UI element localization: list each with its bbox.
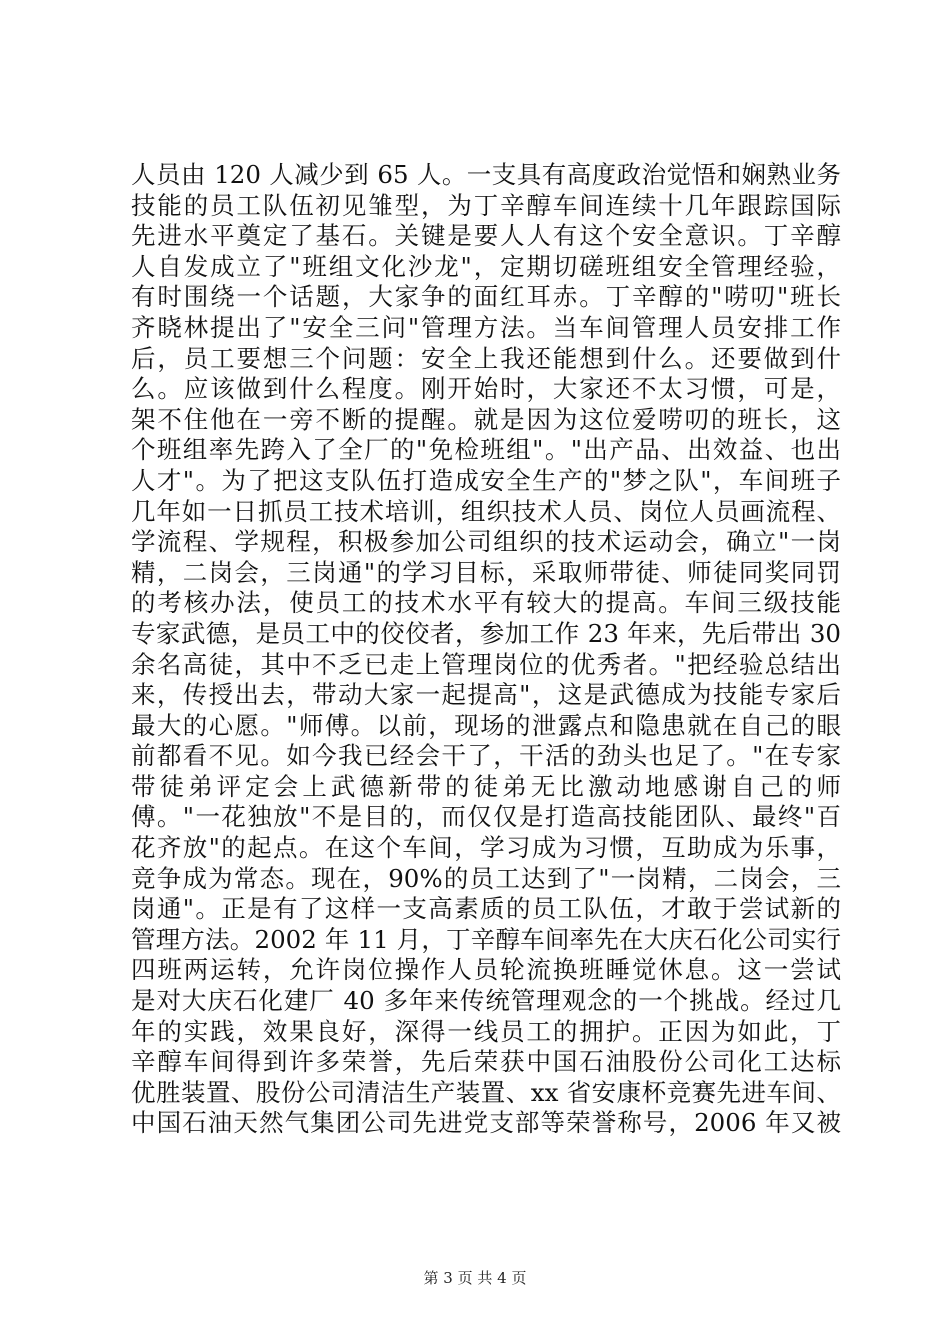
page-number: 第 3 页 共 4 页 — [423, 1269, 527, 1287]
text-line: 人员由 120 人减少到 65 人。一支具有高度政治觉悟和娴熟业务 — [131, 160, 841, 189]
text-line: 学流程、学规程，积极参加公司组织的技术运动会，确立"一岗 — [131, 527, 841, 557]
text-line: 技能的员工队伍初见雏型，为丁辛醇车间连续十几年跟踪国际 — [131, 190, 841, 220]
text-line: 人自发成立了"班组文化沙龙"，定期切磋班组安全管理经验， — [131, 251, 841, 281]
text-line: 后，员工要想三个问题：安全上我还能想到什么。还要做到什 — [131, 343, 841, 373]
text-line: 管理方法。2002 年 11 月，丁辛醇车间率先在大庆石化公司实行 — [131, 924, 841, 954]
text-line: 架不住他在一旁不断的提醒。就是因为这位爱唠叨的班长，这 — [131, 404, 841, 434]
text-line: 辛醇车间得到许多荣誉，先后荣获中国石油股份公司化工达标 — [131, 1047, 841, 1077]
text-line: 岗通"。正是有了这样一支高素质的员工队伍，才敢于尝试新的 — [131, 894, 841, 924]
page-footer — [0, 1268, 950, 1288]
text-line: 前都看不见。如今我已经会干了，干活的劲头也足了。"在专家 — [131, 741, 841, 771]
text-line: 专家武德，是员工中的佼佼者，参加工作 23 年来，先后带出 30 — [131, 618, 841, 648]
text-line: 么。应该做到什么程度。刚开始时，大家还不太习惯，可是， — [131, 374, 841, 404]
text-line: 带徒弟评定会上武德新带的徒弟无比激动地感谢自己的师 — [131, 771, 841, 801]
text-line: 精，二岗会，三岗通"的学习目标，采取师带徒、师徒同奖同罚 — [131, 557, 841, 587]
text-line: 来，传授出去，带动大家一起提高"，这是武德成为技能专家后 — [131, 680, 841, 710]
body-text — [131, 160, 841, 1139]
text-line: 余名高徒，其中不乏已走上管理岗位的优秀者。"把经验总结出 — [131, 649, 841, 679]
text-line: 的考核办法，使员工的技术水平有较大的提高。车间三级技能 — [131, 588, 841, 618]
text-line: 竞争成为常态。现在，90%的员工达到了"一岗精，二岗会，三 — [131, 863, 841, 893]
text-line: 先进水平奠定了基石。关键是要人人有这个安全意识。丁辛醇 — [131, 221, 841, 251]
text-line: 中国石油天然气集团公司先进党支部等荣誉称号，2006 年又被 — [131, 1108, 841, 1138]
text-line: 四班两运转，允许岗位操作人员轮流换班睡觉休息。这一尝试 — [131, 955, 841, 985]
text-line: 是对大庆石化建厂 40 多年来传统管理观念的一个挑战。经过几 — [131, 986, 841, 1016]
text-line: 傅。"一花独放"不是目的，而仅仅是打造高技能团队、最终"百 — [131, 802, 841, 832]
text-line: 有时围绕一个话题，大家争的面红耳赤。丁辛醇的"唠叨"班长 — [131, 282, 841, 312]
text-line: 几年如一日抓员工技术培训，组织技术人员、岗位人员画流程、 — [131, 496, 841, 526]
text-line: 人才"。为了把这支队伍打造成安全生产的"梦之队"，车间班子 — [131, 465, 841, 495]
text-line: 最大的心愿。"师傅。以前，现场的泄露点和隐患就在自己的眼 — [131, 710, 841, 740]
text-line: 优胜装置、股份公司清洁生产装置、xx 省安康杯竞赛先进车间、 — [131, 1077, 841, 1107]
text-line: 年的实践，效果良好，深得一线员工的拥护。正因为如此，丁 — [131, 1016, 841, 1046]
text-line: 齐晓林提出了"安全三问"管理方法。当车间管理人员安排工作 — [131, 312, 841, 342]
text-line: 个班组率先跨入了全厂的"免检班组"。"出产品、出效益、也出 — [131, 435, 841, 465]
text-line: 花齐放"的起点。在这个车间，学习成为习惯，互助成为乐事， — [131, 833, 841, 863]
